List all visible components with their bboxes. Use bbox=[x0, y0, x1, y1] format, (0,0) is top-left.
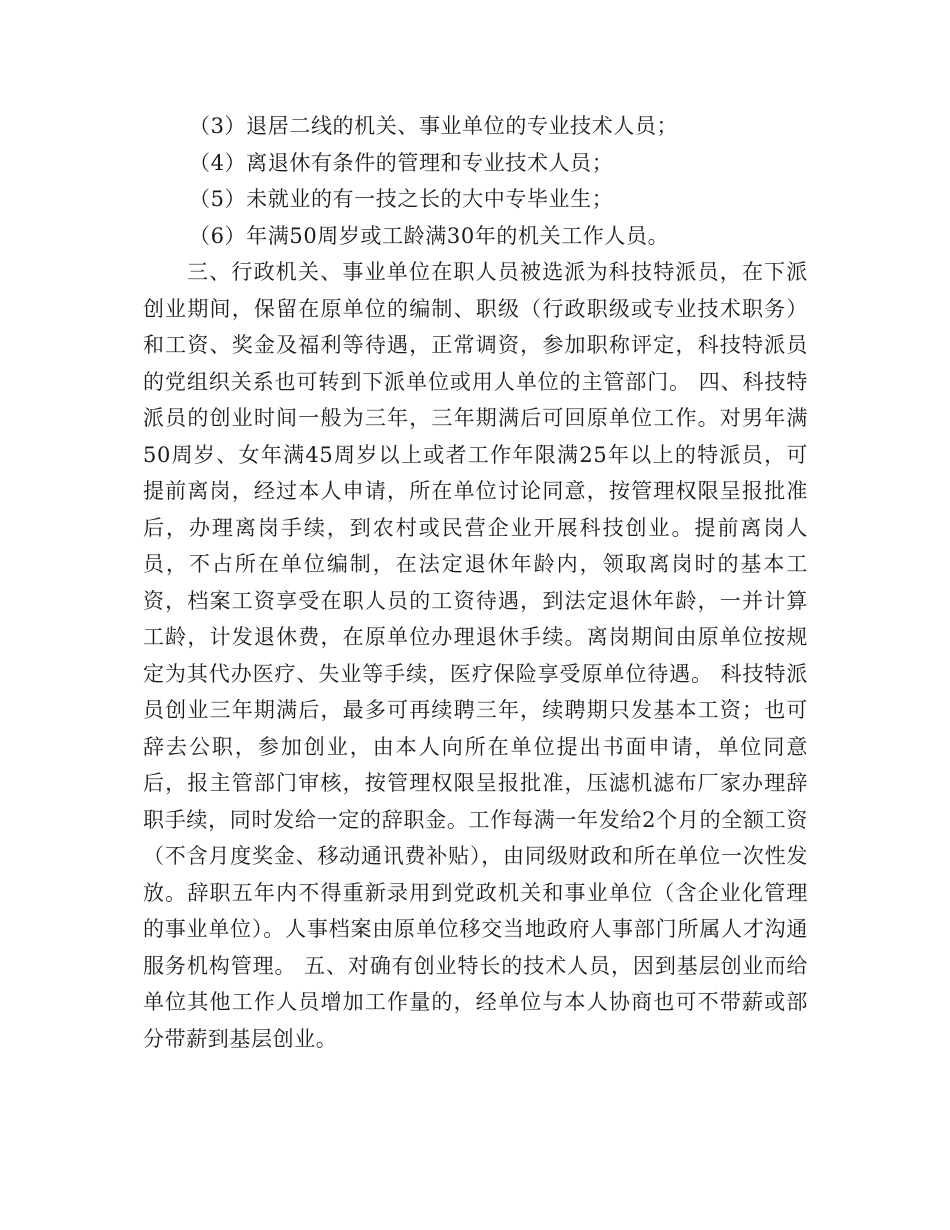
body-paragraph: 三、行政机关、事业单位在职人员被选派为科技特派员，在下派创业期间，保留在原单位的编制、职级（行政职级或专业技术职务）和工资、奖金及福利等待遇，正常调资，参加职称评定，科技特派员的党组织关系也可转到下派单位或用人单位的主管部门。 四、科技特派员的创业时间一般为三年，三年期满后可回原单位工作。对男年满50周岁、女年满45周岁以上或者工作年限满25年以上的特派员，可提前离岗，经过本人申请，所在单位讨论同意，按管理权限呈报批准后，办理离岗手续，到农村或民营企业开展科技创业。提前离岗人员，不占所在单位编制，在法定退休年龄内，领取离岗时的基本工资，档案工资享受在职人员的工资待遇，到法定退休年龄，一并计算工龄，计发退休费，在原单位办理退休手续。离岗期间由原单位按规定为其代办医疗、失业等手续，医疗保险享受原单位待遇。 科技特派员创业三年期满后，最多可再续聘三年，续聘期只发基本工资；也可辞去公职，参加创业，由本人向所在单位提出书面申请，单位同意后，报主管部门审核，按管理权限呈报批准，压滤机滤布厂家办理辞职手续，同时发给一定的辞职金。工作每满一年发给2个月的全额工资（不含月度奖金、移动通讯费补贴），由同级财政和所在单位一次性发放。辞职五年内不得重新录用到党政机关和事业单位（含企业化管理的事业单位）。人事档案由原单位移交当地政府人事部门所属人才沟通服务机构管理。 五、对确有创业特长的技术人员，因到基层创业而给单位其他工作人员增加工作量的，经单位与本人协商也可不带薪或部分带薪到基层创业。 bbox=[143, 260, 808, 1051]
document-page bbox=[143, 108, 808, 1057]
list-item: （6）年满50周岁或工龄满30年的机关工作人员。 bbox=[189, 223, 670, 248]
list-item: （4）离退休有条件的管理和专业技术人员； bbox=[189, 150, 614, 175]
list-item: （5）未就业的有一技之长的大中专毕业生； bbox=[189, 187, 614, 211]
list-item: （3）退居二线的机关、事业单位的专业技术人员； bbox=[189, 114, 679, 138]
